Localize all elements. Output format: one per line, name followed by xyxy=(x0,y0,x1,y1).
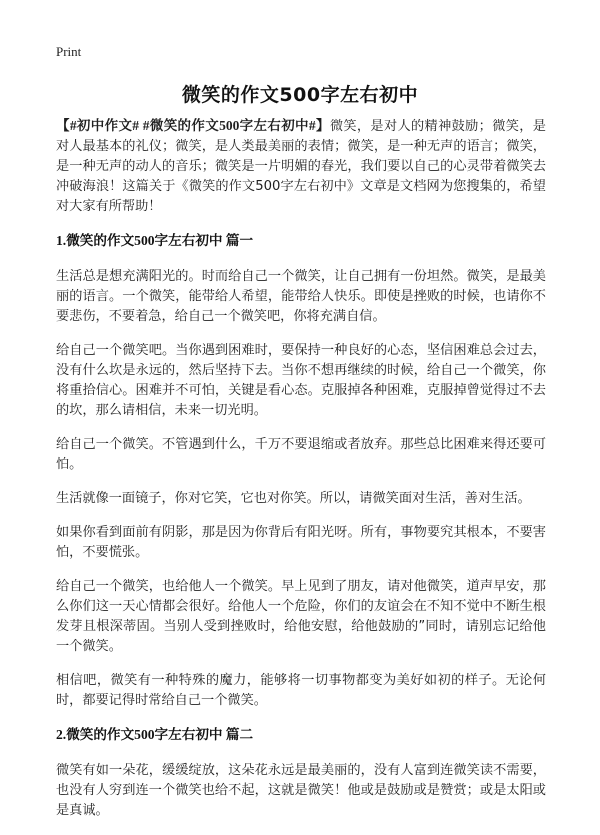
intro-tag: 【#初中作文# #微笑的作文500字左右初中#】 xyxy=(56,118,330,133)
paragraph: 相信吧，微笑有一种特殊的魔力，能够将一切事物都变为美好如初的样子。无论何时，都要记得时常给自己一个微笑。 xyxy=(56,673,546,708)
section-heading-1: 1.微笑的作文500字左右初中 篇一 xyxy=(56,233,254,248)
section-heading-2: 2.微笑的作文500字左右初中 篇二 xyxy=(56,727,254,742)
paragraph: 给自己一个微笑。不管遇到什么，千万不要退缩或者放弃。那些总比困难来得还要可怕。 xyxy=(56,437,546,472)
print-link[interactable]: Print xyxy=(56,44,82,59)
intro-paragraph xyxy=(56,116,546,217)
paragraph: 生活就像一面镜子，你对它笑，它也对你笑。所以，请微笑面对生活，善对生活。 xyxy=(56,491,531,506)
paragraph: 如果你看到面前有阴影，那是因为你背后有阳光呀。所有，事物要究其根本，不要害怕，不要慌张。 xyxy=(56,525,546,560)
paragraph: 生活总是想充满阳光的。时而给自己一个微笑，让自己拥有一份坦然。微笑，是最美丽的语言。一个微笑，能带给人希望，能带给人快乐。即使是挫败的时候，也请你不要悲伤，不要着急，给自己一个微笑吧，你将充满自信。 xyxy=(56,269,546,324)
page-title: 微笑的作文500字左右初中 xyxy=(181,84,419,106)
article-body xyxy=(56,116,546,835)
paragraph: 微笑有如一朵花，缓缓绽放，这朵花永远是最美丽的，没有人富到连微笑读不需要，也没有人穷到连一个微笑也给不起，这就是微笑！他或是鼓励或是赞赏；或是太阳或是真诚。 xyxy=(56,763,546,818)
paragraph: 给自己一个微笑，也给他人一个微笑。早上见到了朋友，请对他微笑，道声早安，那么你们这一天心情都会很好。给他人一个危险，你们的友谊会在不知不觉中不断生根发芽且根深蒂固。当别人受到挫败时，给他安慰，给他鼓励的”同时，请别忘记给他一个微笑。 xyxy=(56,579,546,654)
paragraph: 给自己一个微笑吧。当你遇到困难时，要保持一种良好的心态，坚信困难总会过去，没有什么坎是永远的，然后坚持下去。当你不想再继续的时候，给自己一个微笑，你将重拾信心。困难并不可怕，关键是看心态。克服掉各种困难，克服掉曾觉得过不去的坎，那么请相信，未来一切光明。 xyxy=(56,343,546,418)
intro-text: 微笑，是对人的精神鼓励；微笑，是对人最基本的礼仪；微笑，是人类最美丽的表情；微笑，是一种无声的语言；微笑，是一种无声的动人的音乐；微笑是一片明媚的春光，我们要以自己的心灵带着微笑去冲破海浪！这篇关于《微笑的作文500字左右初中》文章是文档网为您搜集的，希望对大家有所帮助！ xyxy=(56,119,546,214)
